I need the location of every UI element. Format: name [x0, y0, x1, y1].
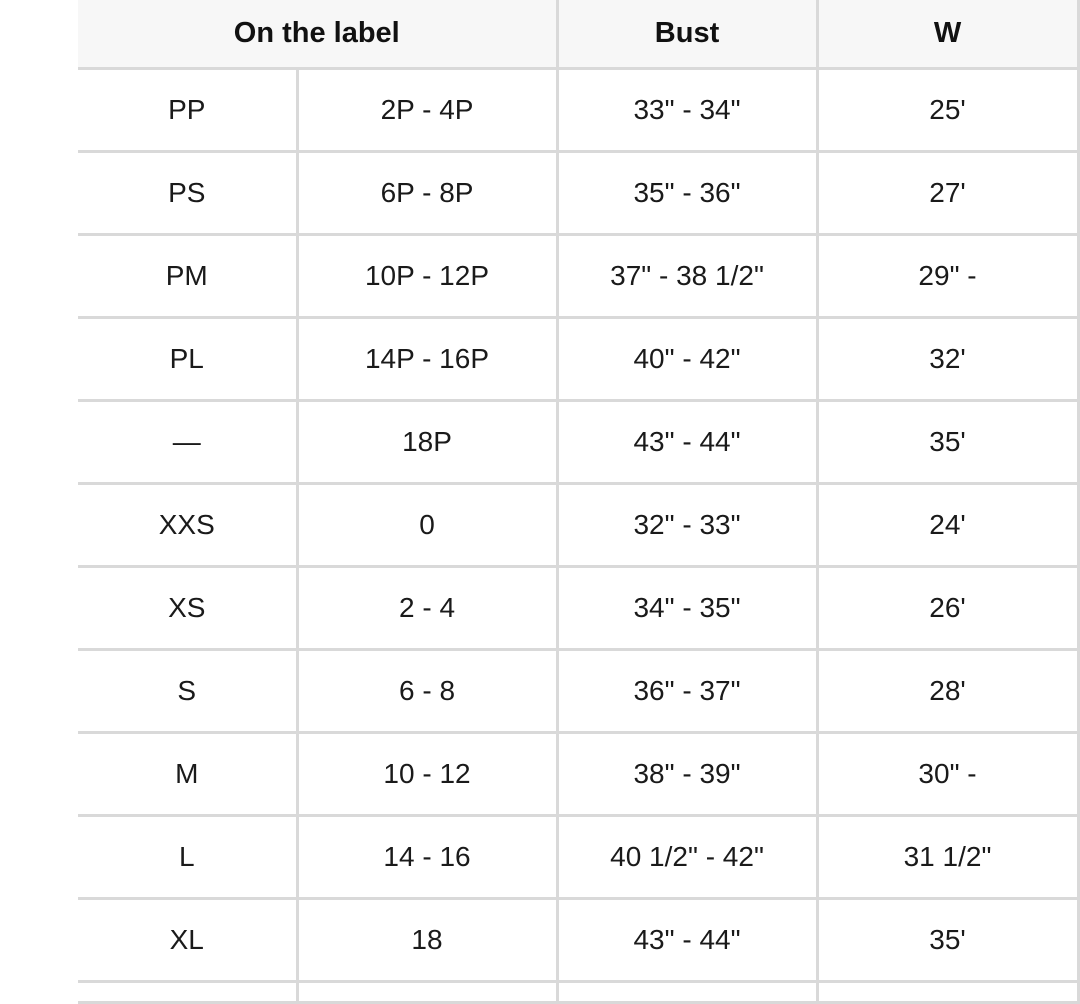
size-chart-viewport[interactable]: [78, 0, 992, 1000]
table-header-row: [78, 0, 1078, 69]
table-row: [78, 69, 1078, 152]
size-cell: PP: [78, 69, 297, 152]
table-row: [78, 235, 1078, 318]
number-size-cell: 10 - 12: [297, 733, 557, 816]
waist-cell: 32': [817, 318, 1078, 401]
number-size-cell: 0: [297, 484, 557, 567]
empty-cell: [297, 982, 557, 1003]
bust-cell: 34" - 35": [557, 567, 817, 650]
size-cell: PL: [78, 318, 297, 401]
number-size-cell: 2 - 4: [297, 567, 557, 650]
header-on-the-label: On the label: [78, 0, 557, 69]
bust-cell: 43" - 44": [557, 401, 817, 484]
size-cell: XS: [78, 567, 297, 650]
number-size-cell: 10P - 12P: [297, 235, 557, 318]
table-row: [78, 650, 1078, 733]
table-row: [78, 401, 1078, 484]
size-cell: S: [78, 650, 297, 733]
empty-cell: [557, 982, 817, 1003]
size-cell: L: [78, 816, 297, 899]
table-row: [78, 816, 1078, 899]
bust-cell: 43" - 44": [557, 899, 817, 982]
bust-cell: 40 1/2" - 42": [557, 816, 817, 899]
size-cell: —: [78, 401, 297, 484]
header-waist: W: [817, 0, 1078, 69]
waist-cell: 28': [817, 650, 1078, 733]
bust-cell: 35" - 36": [557, 152, 817, 235]
size-cell: XL: [78, 899, 297, 982]
waist-cell: 25': [817, 69, 1078, 152]
waist-cell: 26': [817, 567, 1078, 650]
table-row: [78, 733, 1078, 816]
bust-cell: 38" - 39": [557, 733, 817, 816]
number-size-cell: 14P - 16P: [297, 318, 557, 401]
size-cell: M: [78, 733, 297, 816]
waist-cell: 29" -: [817, 235, 1078, 318]
bust-cell: 33" - 34": [557, 69, 817, 152]
number-size-cell: 18P: [297, 401, 557, 484]
table-row: [78, 982, 1078, 1003]
number-size-cell: 18: [297, 899, 557, 982]
header-bust: Bust: [557, 0, 817, 69]
table-body: [78, 69, 1078, 1003]
size-cell: PM: [78, 235, 297, 318]
bust-cell: 36" - 37": [557, 650, 817, 733]
waist-cell: 30" -: [817, 733, 1078, 816]
waist-cell: 35': [817, 401, 1078, 484]
bust-cell: 40" - 42": [557, 318, 817, 401]
empty-cell: [817, 982, 1078, 1003]
table-row: [78, 899, 1078, 982]
waist-cell: 27': [817, 152, 1078, 235]
waist-cell: 31 1/2": [817, 816, 1078, 899]
table-row: [78, 152, 1078, 235]
number-size-cell: 6 - 8: [297, 650, 557, 733]
number-size-cell: 2P - 4P: [297, 69, 557, 152]
size-cell: PS: [78, 152, 297, 235]
table-row: [78, 318, 1078, 401]
table-row: [78, 484, 1078, 567]
bust-cell: 37" - 38 1/2": [557, 235, 817, 318]
empty-cell: [78, 982, 297, 1003]
table-row: [78, 567, 1078, 650]
waist-cell: 35': [817, 899, 1078, 982]
waist-cell: 24': [817, 484, 1078, 567]
number-size-cell: 14 - 16: [297, 816, 557, 899]
bust-cell: 32" - 33": [557, 484, 817, 567]
number-size-cell: 6P - 8P: [297, 152, 557, 235]
size-chart-table: [78, 0, 1080, 1004]
size-cell: XXS: [78, 484, 297, 567]
